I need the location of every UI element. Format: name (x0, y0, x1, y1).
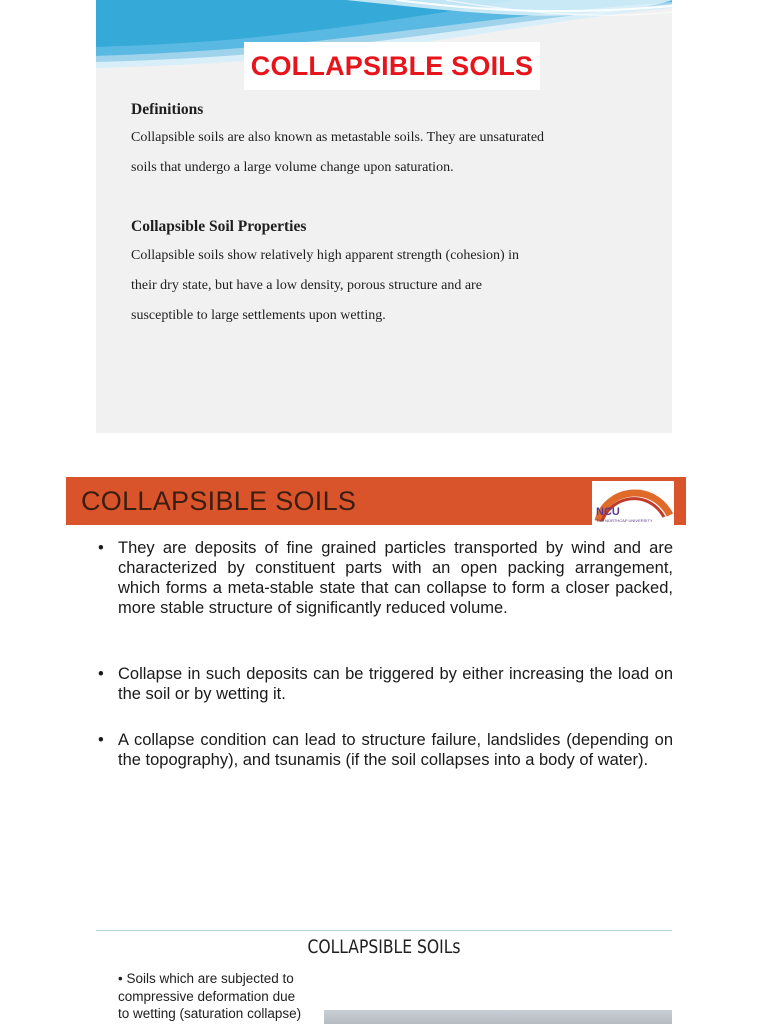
bullet-text: They are deposits of fine grained particles transported by wind and are characterized by constituent parts with an open packing arrangement, which forms a meta-stable state that can collapse to form a closer packed, more stable structure of significantly reduced volume. (118, 539, 673, 617)
definitions-line: Collapsible soils are also known as metastable soils. They are unsaturated (131, 130, 545, 145)
bullet-text: A collapse condition can lead to structure failure, landslides (depending on the topography), and tsunamis (if the soil collapses into a body of water). (118, 731, 673, 769)
definitions-heading: Definitions (131, 101, 204, 118)
university-logo (592, 481, 674, 525)
properties-heading: Collapsible Soil Properties (131, 218, 307, 235)
logo-mark: NCU (596, 506, 620, 518)
slide-body (118, 970, 328, 1023)
body-line: compressive deformation due (118, 988, 296, 1004)
bullet-text: Collapse in such deposits can be triggered by either increasing the load on the soil or by wetting it. (118, 665, 673, 703)
properties-line: Collapsible soils show relatively high apparent strength (cohesion) in (131, 248, 520, 263)
bullet-icon: • (98, 539, 104, 557)
definitions-line: soils that undergo a large volume change upon saturation. (131, 160, 454, 175)
divider (96, 930, 672, 931)
slide-photo (324, 1010, 672, 1024)
slide-title: COLLAPSIBLE SOILS (81, 486, 357, 516)
bullet-item (98, 664, 673, 704)
slide-title: COLLAPSIBLE SOILS (250, 50, 534, 81)
bullet-item (98, 538, 673, 618)
properties-line: susceptible to large settlements upon wetting. (131, 308, 386, 323)
slide-title-box (244, 42, 540, 90)
slide-title: COLLAPSIBLE SOILs (307, 936, 461, 958)
slide-2 (66, 477, 686, 827)
slide-3 (96, 928, 672, 1024)
bullet-icon: • (98, 665, 104, 683)
bullet-item (98, 730, 673, 770)
body-line: to wetting (saturation collapse) (118, 1006, 302, 1021)
logo-subtitle: THE NORTHCAP UNIVERSITY (596, 518, 653, 523)
bullet-icon: • (98, 731, 104, 749)
body-line: • Soils which are subjected to (118, 971, 294, 986)
slide-1 (96, 0, 672, 433)
properties-line: their dry state, but have a low density, porous structure and are (131, 278, 482, 293)
